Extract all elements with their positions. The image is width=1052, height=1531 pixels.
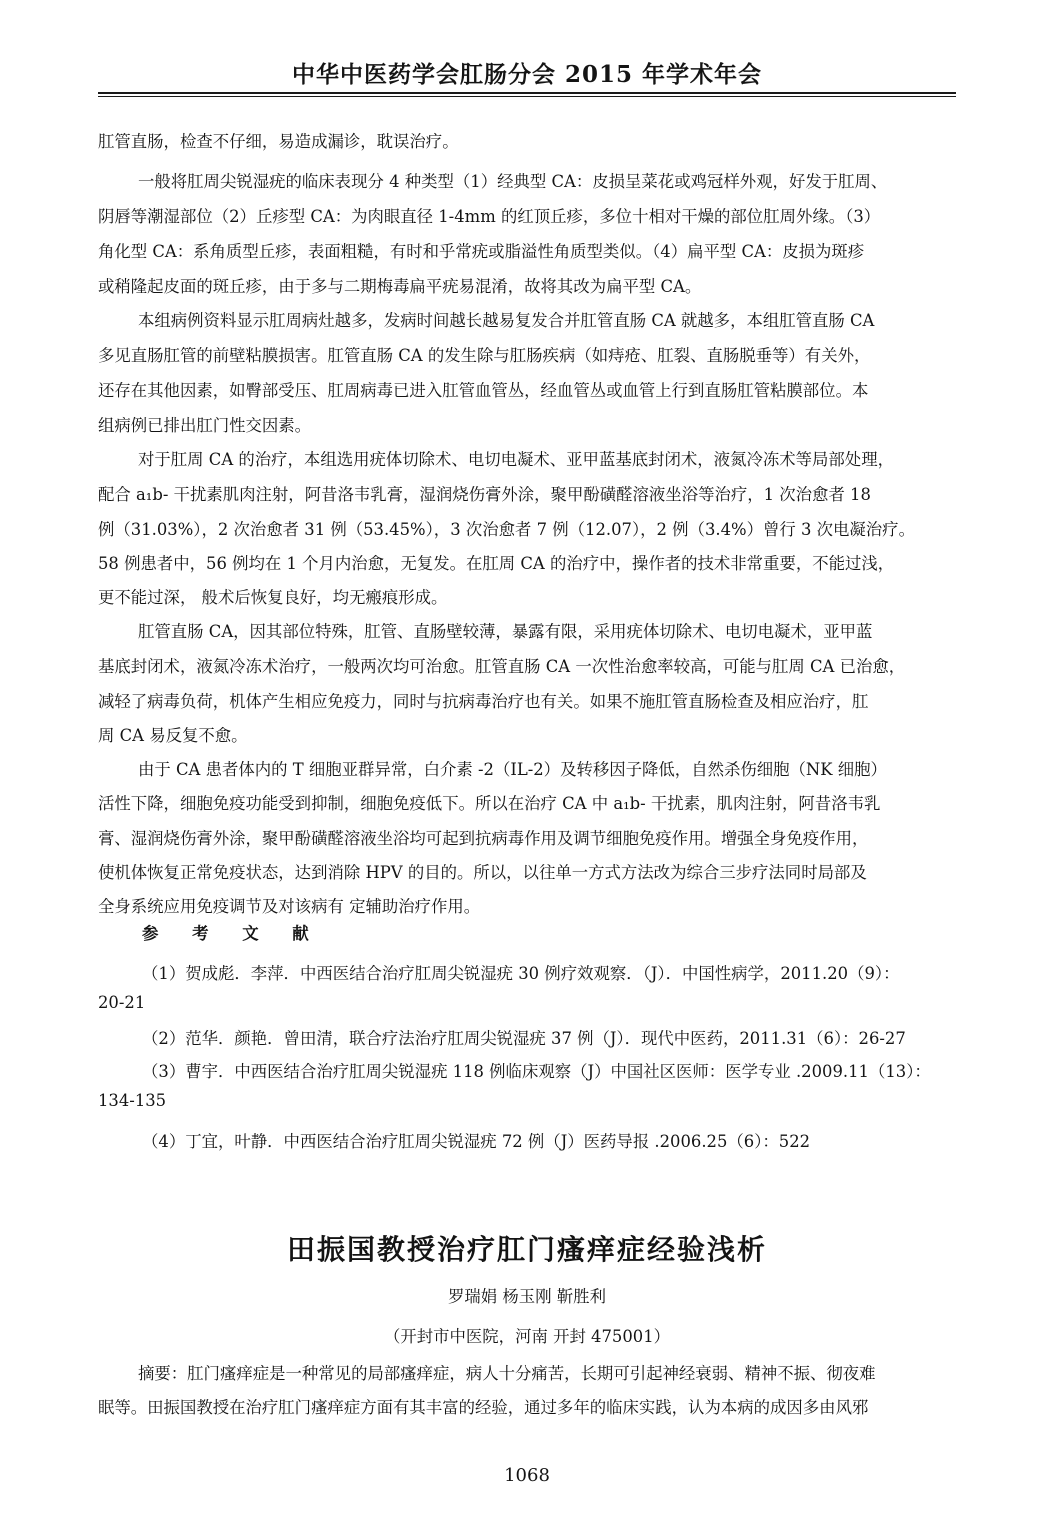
running-header: 中华中医药学会肛肠分会 2015 年学术年会 [291, 61, 763, 88]
body-line: 组病例已排出肛门性交因素。 [98, 416, 312, 435]
abstract-line: 摘要：肛门瘙痒症是一种常见的局部瘙痒症，病人十分痛苦，长期可引起神经衰弱、精神不振、彻夜难 [138, 1364, 876, 1383]
reference-item: （1）贺成彪．李萍．中西医结合治疗肛周尖锐湿疣 30 例疗效观察．（J）．中国性病学，2011.20（9）： [142, 964, 900, 983]
abstract-line: 眠等。田振国教授在治疗肛门瘙痒症方面有其丰富的经验，通过多年的临床实践，认为本病的成因多由风邪 [98, 1398, 869, 1417]
body-line: 或稍隆起皮面的斑丘疹，由于多与二期梅毒扁平疣易混淆，故将其改为扁平型 CA。 [98, 277, 702, 296]
body-line: 肛管直肠 CA，因其部位特殊，肛管、直肠壁较薄，暴露有限，采用疣体切除术、电切电凝术，亚甲蓝 [138, 622, 873, 641]
reference-item: （3）曹宇．中西医结合治疗肛周尖锐湿疣 118 例临床观察（J）中国社区医师：医学专业 .2009.11（13）： [142, 1062, 931, 1081]
article-authors: 罗瑞娟 杨玉刚 靳胜利 [448, 1287, 606, 1306]
body-line: 减轻了病毒负荷，机体产生相应免疫力，同时与抗病毒治疗也有关。如果不施肛管直肠检查及相应治疗，肛 [98, 692, 869, 711]
header-rule-thin [98, 96, 956, 97]
body-line: 更不能过深， 般术后恢复良好，均无瘢痕形成。 [98, 588, 448, 607]
article-affiliation: （开封市中医院，河南 开封 475001） [383, 1327, 671, 1346]
body-line: 使机体恢复正常免疫状态，达到消除 HPV 的目的。所以，以往单一方式方法改为综合三步疗法同时局部及 [98, 863, 867, 882]
body-line: 多见直肠肛管的前壁粘膜损害。肛管直肠 CA 的发生除与肛肠疾病（如痔疮、肛裂、直肠脱垂等）有关外， [98, 346, 871, 365]
reference-item: （2）范华．颜艳．曾田清，联合疗法治疗肛周尖锐湿疣 37 例（J）．现代中医药，2011.31（6）：26-27 [142, 1029, 906, 1048]
body-line: 全身系统应用免疫调节及对该病有 定辅助治疗作用。 [98, 897, 481, 916]
article-title: 田振国教授治疗肛门瘙痒症经验浅析 [286, 1233, 767, 1266]
body-line: 还存在其他因素，如臀部受压、肛周病毒已进入肛管血管丛，经血管丛或血管上行到直肠肛管粘膜部位。本 [98, 381, 869, 400]
references-heading: 参 考 文 献 [142, 924, 323, 943]
body-line: 配合 a₁b- 干扰素肌肉注射，阿昔洛韦乳膏，湿润烧伤膏外涂，聚甲酚磺醛溶液坐浴等治疗，1 次治愈者 18 [98, 485, 871, 504]
header-rule [98, 92, 956, 94]
reference-item-continuation: 134-135 [98, 1091, 167, 1110]
body-line: 肛管直肠，检查不仔细，易造成漏诊，耽误治疗。 [98, 132, 459, 151]
body-line: 由于 CA 患者体内的 T 细胞亚群异常，白介素 -2（IL-2）及转移因子降低，自然杀伤细胞（NK 细胞） [138, 760, 887, 779]
body-line: 对于肛周 CA 的治疗，本组选用疣体切除术、电切电凝术、亚甲蓝基底封闭术，液氮冷冻术等局部处理， [138, 450, 894, 469]
page-number: 1068 [504, 1465, 550, 1486]
body-line: 周 CA 易反复不愈。 [98, 726, 248, 745]
body-line: 活性下降，细胞免疫功能受到抑制，细胞免疫低下。所以在治疗 CA 中 a₁b- 干扰素，肌肉注射，阿昔洛韦乳 [98, 794, 881, 813]
reference-item-continuation: 20-21 [98, 993, 146, 1012]
body-line: 本组病例资料显示肛周病灶越多，发病时间越长越易复发合并肛管直肠 CA 就越多，本组肛管直肠 CA [138, 311, 875, 330]
body-line: 膏、湿润烧伤膏外涂，聚甲酚磺醛溶液坐浴均可起到抗病毒作用及调节细胞免疫作用。增强全身免疫作用， [98, 829, 869, 848]
reference-item: （4）丁宜，叶静．中西医结合治疗肛周尖锐湿疣 72 例（J）医药导报 .2006.25（6）：522 [142, 1132, 811, 1151]
body-line: 角化型 CA：系角质型丘疹，表面粗糙，有时和乎常疣或脂溢性角质型类似。（4）扁平型 CA：皮损为斑疹 [98, 242, 865, 261]
body-line: 基底封闭术，液氮冷冻术治疗，一般两次均可治愈。肛管直肠 CA 一次性治愈率较高，可能与肛周 CA 已治愈， [98, 657, 906, 676]
body-line: 58 例患者中，56 例均在 1 个月内治愈，无复发。在肛周 CA 的治疗中，操作者的技术非常重要，不能过浅， [98, 554, 895, 573]
body-line: 一般将肛周尖锐湿疣的临床表现分 4 种类型（1）经典型 CA：皮损呈菜花或鸡冠样外观，好发于肛周、 [138, 172, 888, 191]
body-line: 阴唇等潮湿部位（2）丘疹型 CA：为肉眼直径 1-4mm 的红顶丘疹，多位十相对干燥的部位肛周外缘。（3） [98, 207, 881, 226]
body-line: 例（31.03%），2 次治愈者 31 例（53.45%），3 次治愈者 7 例（12.07），2 例（3.4%）曾行 3 次电凝治疗。 [98, 520, 915, 539]
